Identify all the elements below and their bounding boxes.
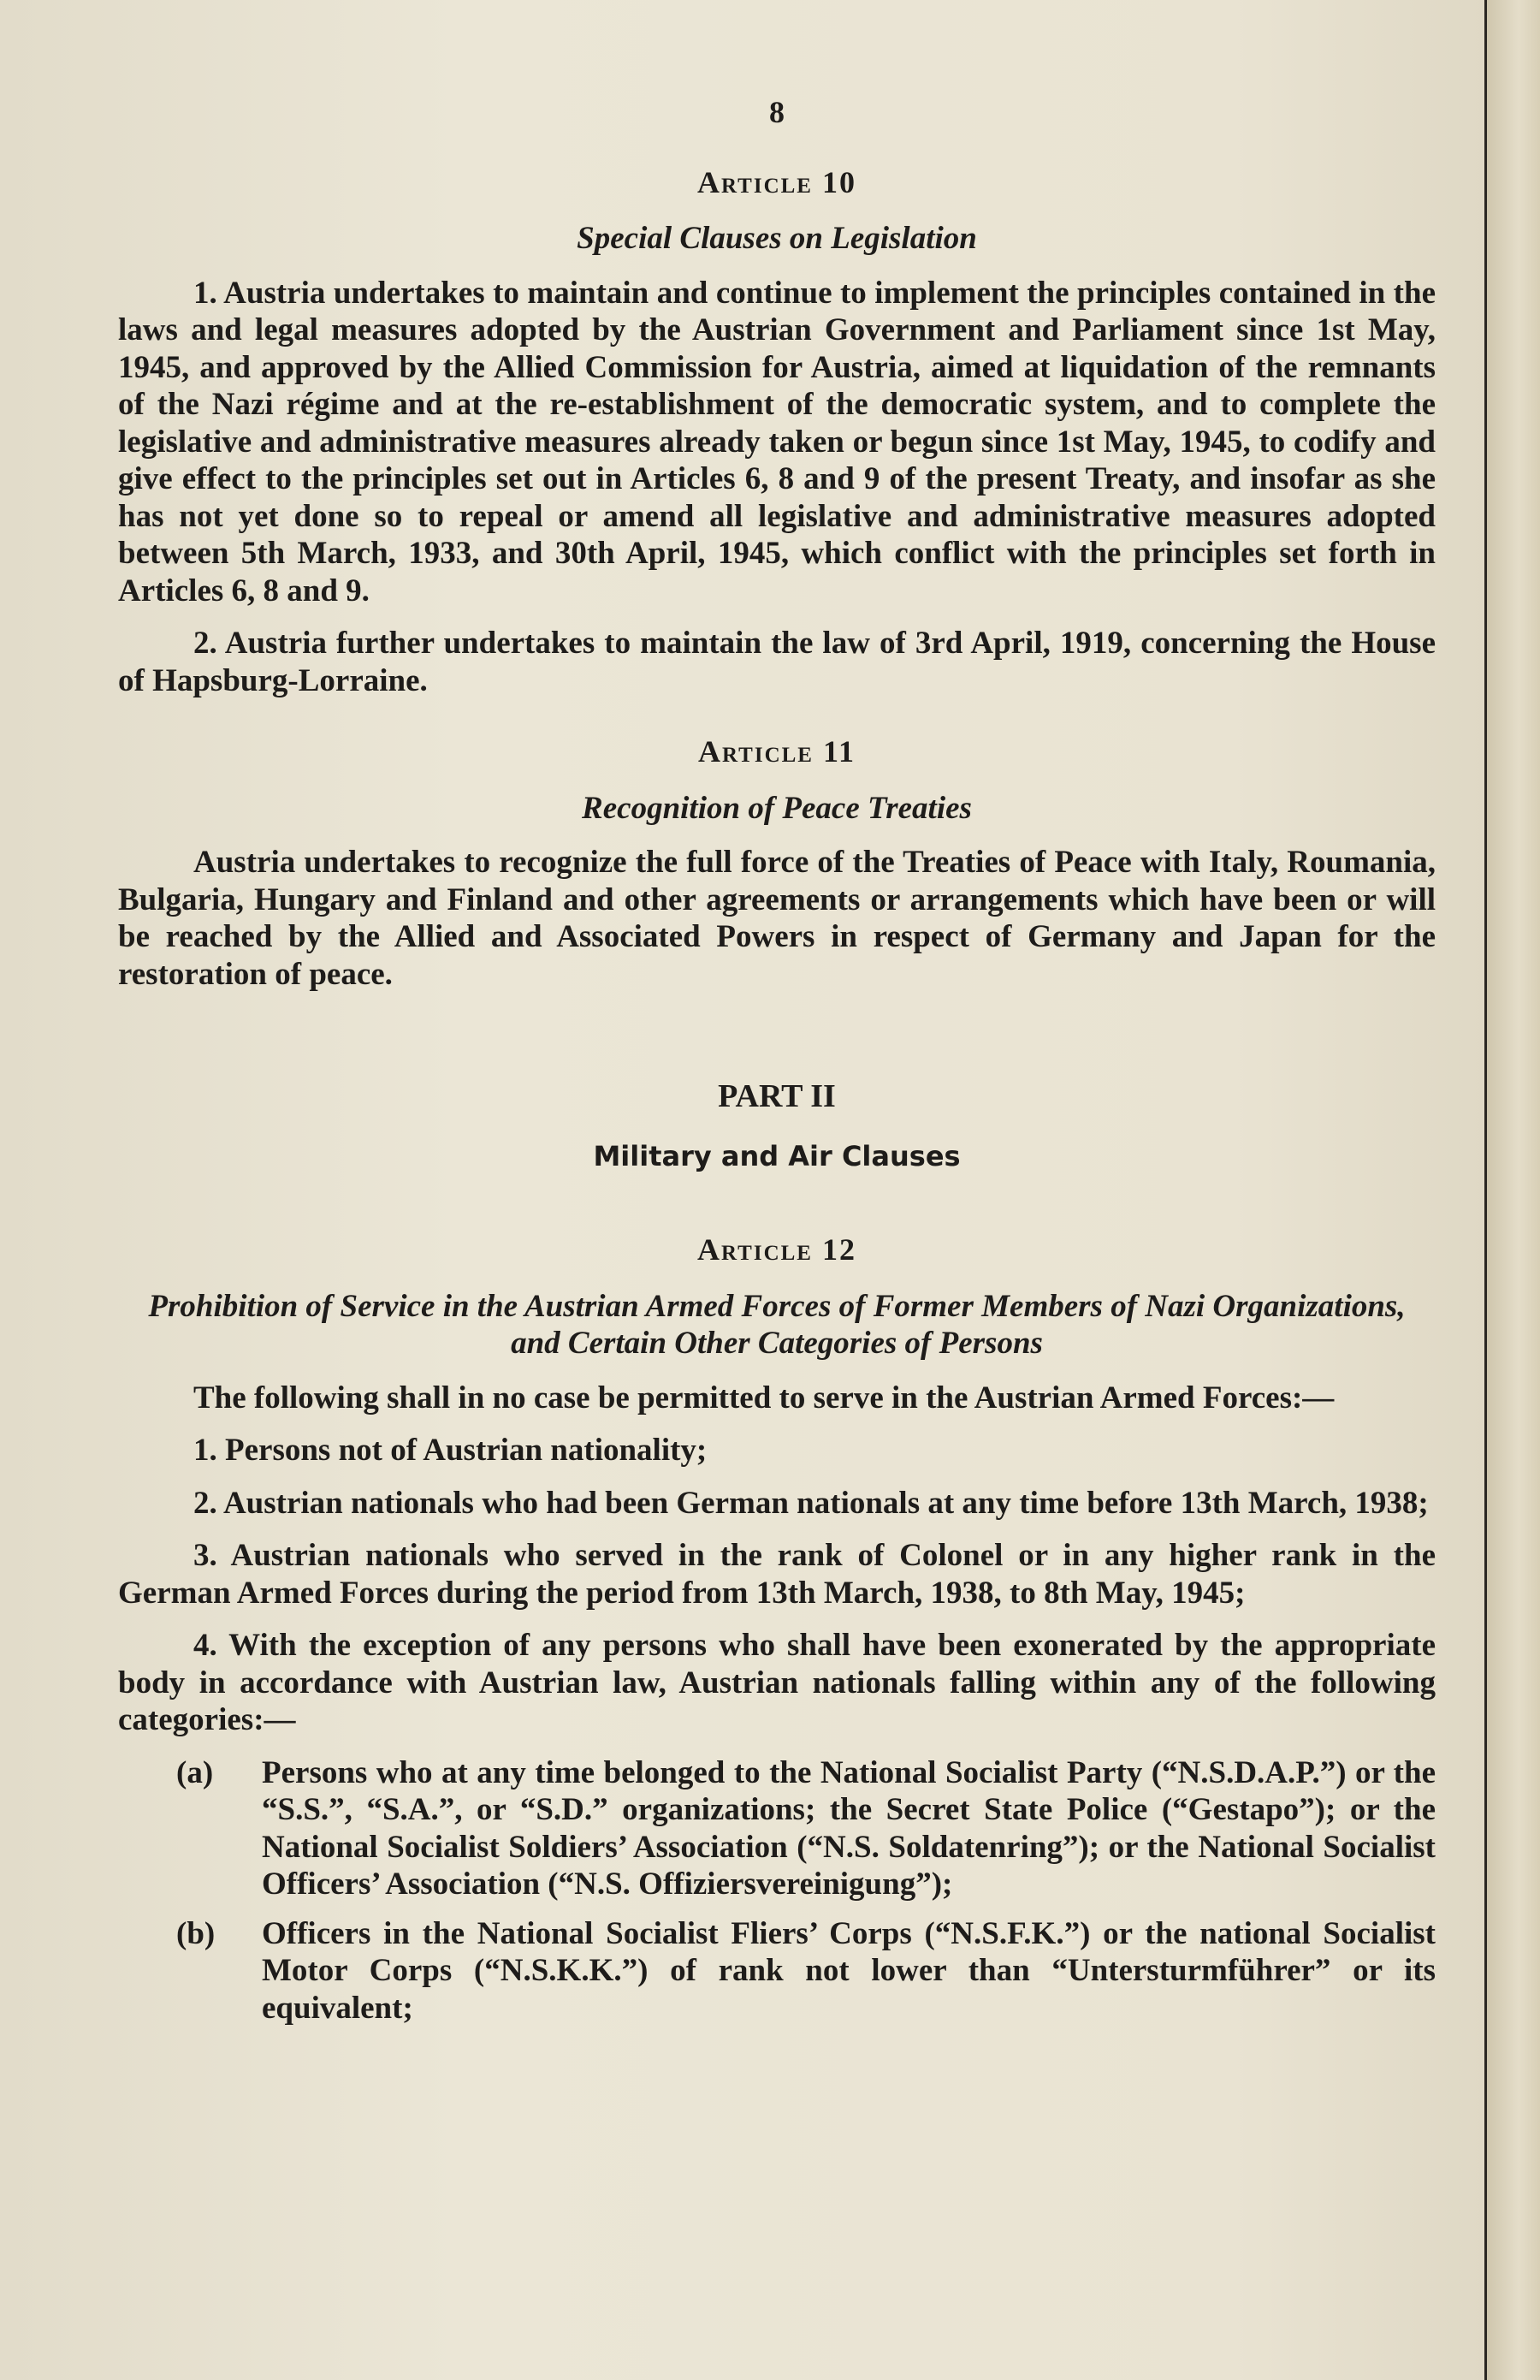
article-12-item-3: 3. Austrian nationals who served in the rank of Colonel or in any higher rank in the German Armed Forces during the period from 13th March, 1938, to 8th May, 1945; <box>118 1538 1436 1611</box>
article-11-heading: Article 11 <box>698 734 856 769</box>
subitem-b-label: (b) <box>176 1915 216 1951</box>
page-binding-edge <box>1484 0 1540 2380</box>
subitem-b-text: Officers in the National Socialist Fliers’ Corps (“N.S.F.K.”) or the national Socialist Motor Corps (“N.S.K.K.”) of rank not lower than “Untersturmführer” or its equivalent; <box>262 1915 1436 2026</box>
article-11-title: Recognition of Peace Treaties <box>582 790 972 826</box>
article-11-paragraph: Austria undertakes to recognize the full force of the Treaties of Peace with Italy, Roumania, Bulgaria, Hungary and Finland and other agreements or arrangements which have been or will be reached by the Allied and Associated Powers in respect of Germany and Japan for the restoration of peace. <box>118 845 1436 992</box>
article-12-item-4: 4. With the exception of any persons who shall have been exonerated by the appropriate body in accordance with Austrian law, Austrian nationals falling within any of the following categories:— <box>118 1628 1436 1737</box>
article-12-heading: Article 12 <box>697 1232 856 1267</box>
article-12-item-1: 1. Persons not of Austrian nationality; <box>193 1433 708 1468</box>
article-12-subitem-a <box>118 1754 1436 1903</box>
part-2-heading: PART II <box>718 1078 836 1114</box>
subitem-a-label: (a) <box>176 1754 214 1790</box>
article-12-item-2: 2. Austrian nationals who had been German nationals at any time before 13th March, 1938; <box>193 1485 1429 1521</box>
subitem-a-text: Persons who at any time belonged to the National Socialist Party (“N.S.D.A.P.”) or the “S.S.”, “S.A.”, or “S.D.” organizations; the Secret State Police (“Gestapo”); or the National Socialist Soldiers’ Association (“N.S. Soldatenring”); or the National Socialist Officers’ Association (“N.S. Offiziersvereinigung”); <box>262 1754 1436 1902</box>
article-12-subitem-b <box>118 1915 1436 2027</box>
article-10-paragraph-2: 2. Austria further undertakes to maintain the law of 3rd April, 1919, concerning the House of Hapsburg-Lorraine. <box>118 626 1436 698</box>
article-10-title: Special Clauses on Legislation <box>577 221 977 256</box>
page-number: 8 <box>769 95 785 129</box>
article-10-heading: Article 10 <box>697 164 856 199</box>
page-content <box>118 94 1436 2039</box>
article-10-paragraph-1: 1. Austria undertakes to maintain and continue to implement the principles contained in the laws and legal measures adopted by the Austrian Government and Parliament since 1st May, 1945, and approved by the Allied Commission for Austria, aimed at liquidation of the remnants of the Nazi régime and at the re-establishment of the democratic system, and to complete the legislative and administrative measures already taken or begun since 1st May, 1945, to codify and give effect to the principles set out in Articles 6, 8 and 9 of the present Treaty, and insofar as she has not yet done so to repeal or amend all legislative and administrative measures adopted between 5th March, 1933, and 30th April, 1945, which conflict with the principles set forth in Articles 6, 8 and 9. <box>118 275 1436 608</box>
part-2-title: Military and Air Clauses <box>593 1139 961 1172</box>
article-12-intro: The following shall in no case be permitted to serve in the Austrian Armed Forces:— <box>193 1380 1335 1416</box>
article-12-title: Prohibition of Service in the Austrian Armed Forces of Former Members of Nazi Organizations, and Certain Other Categories of Persons <box>148 1288 1406 1361</box>
